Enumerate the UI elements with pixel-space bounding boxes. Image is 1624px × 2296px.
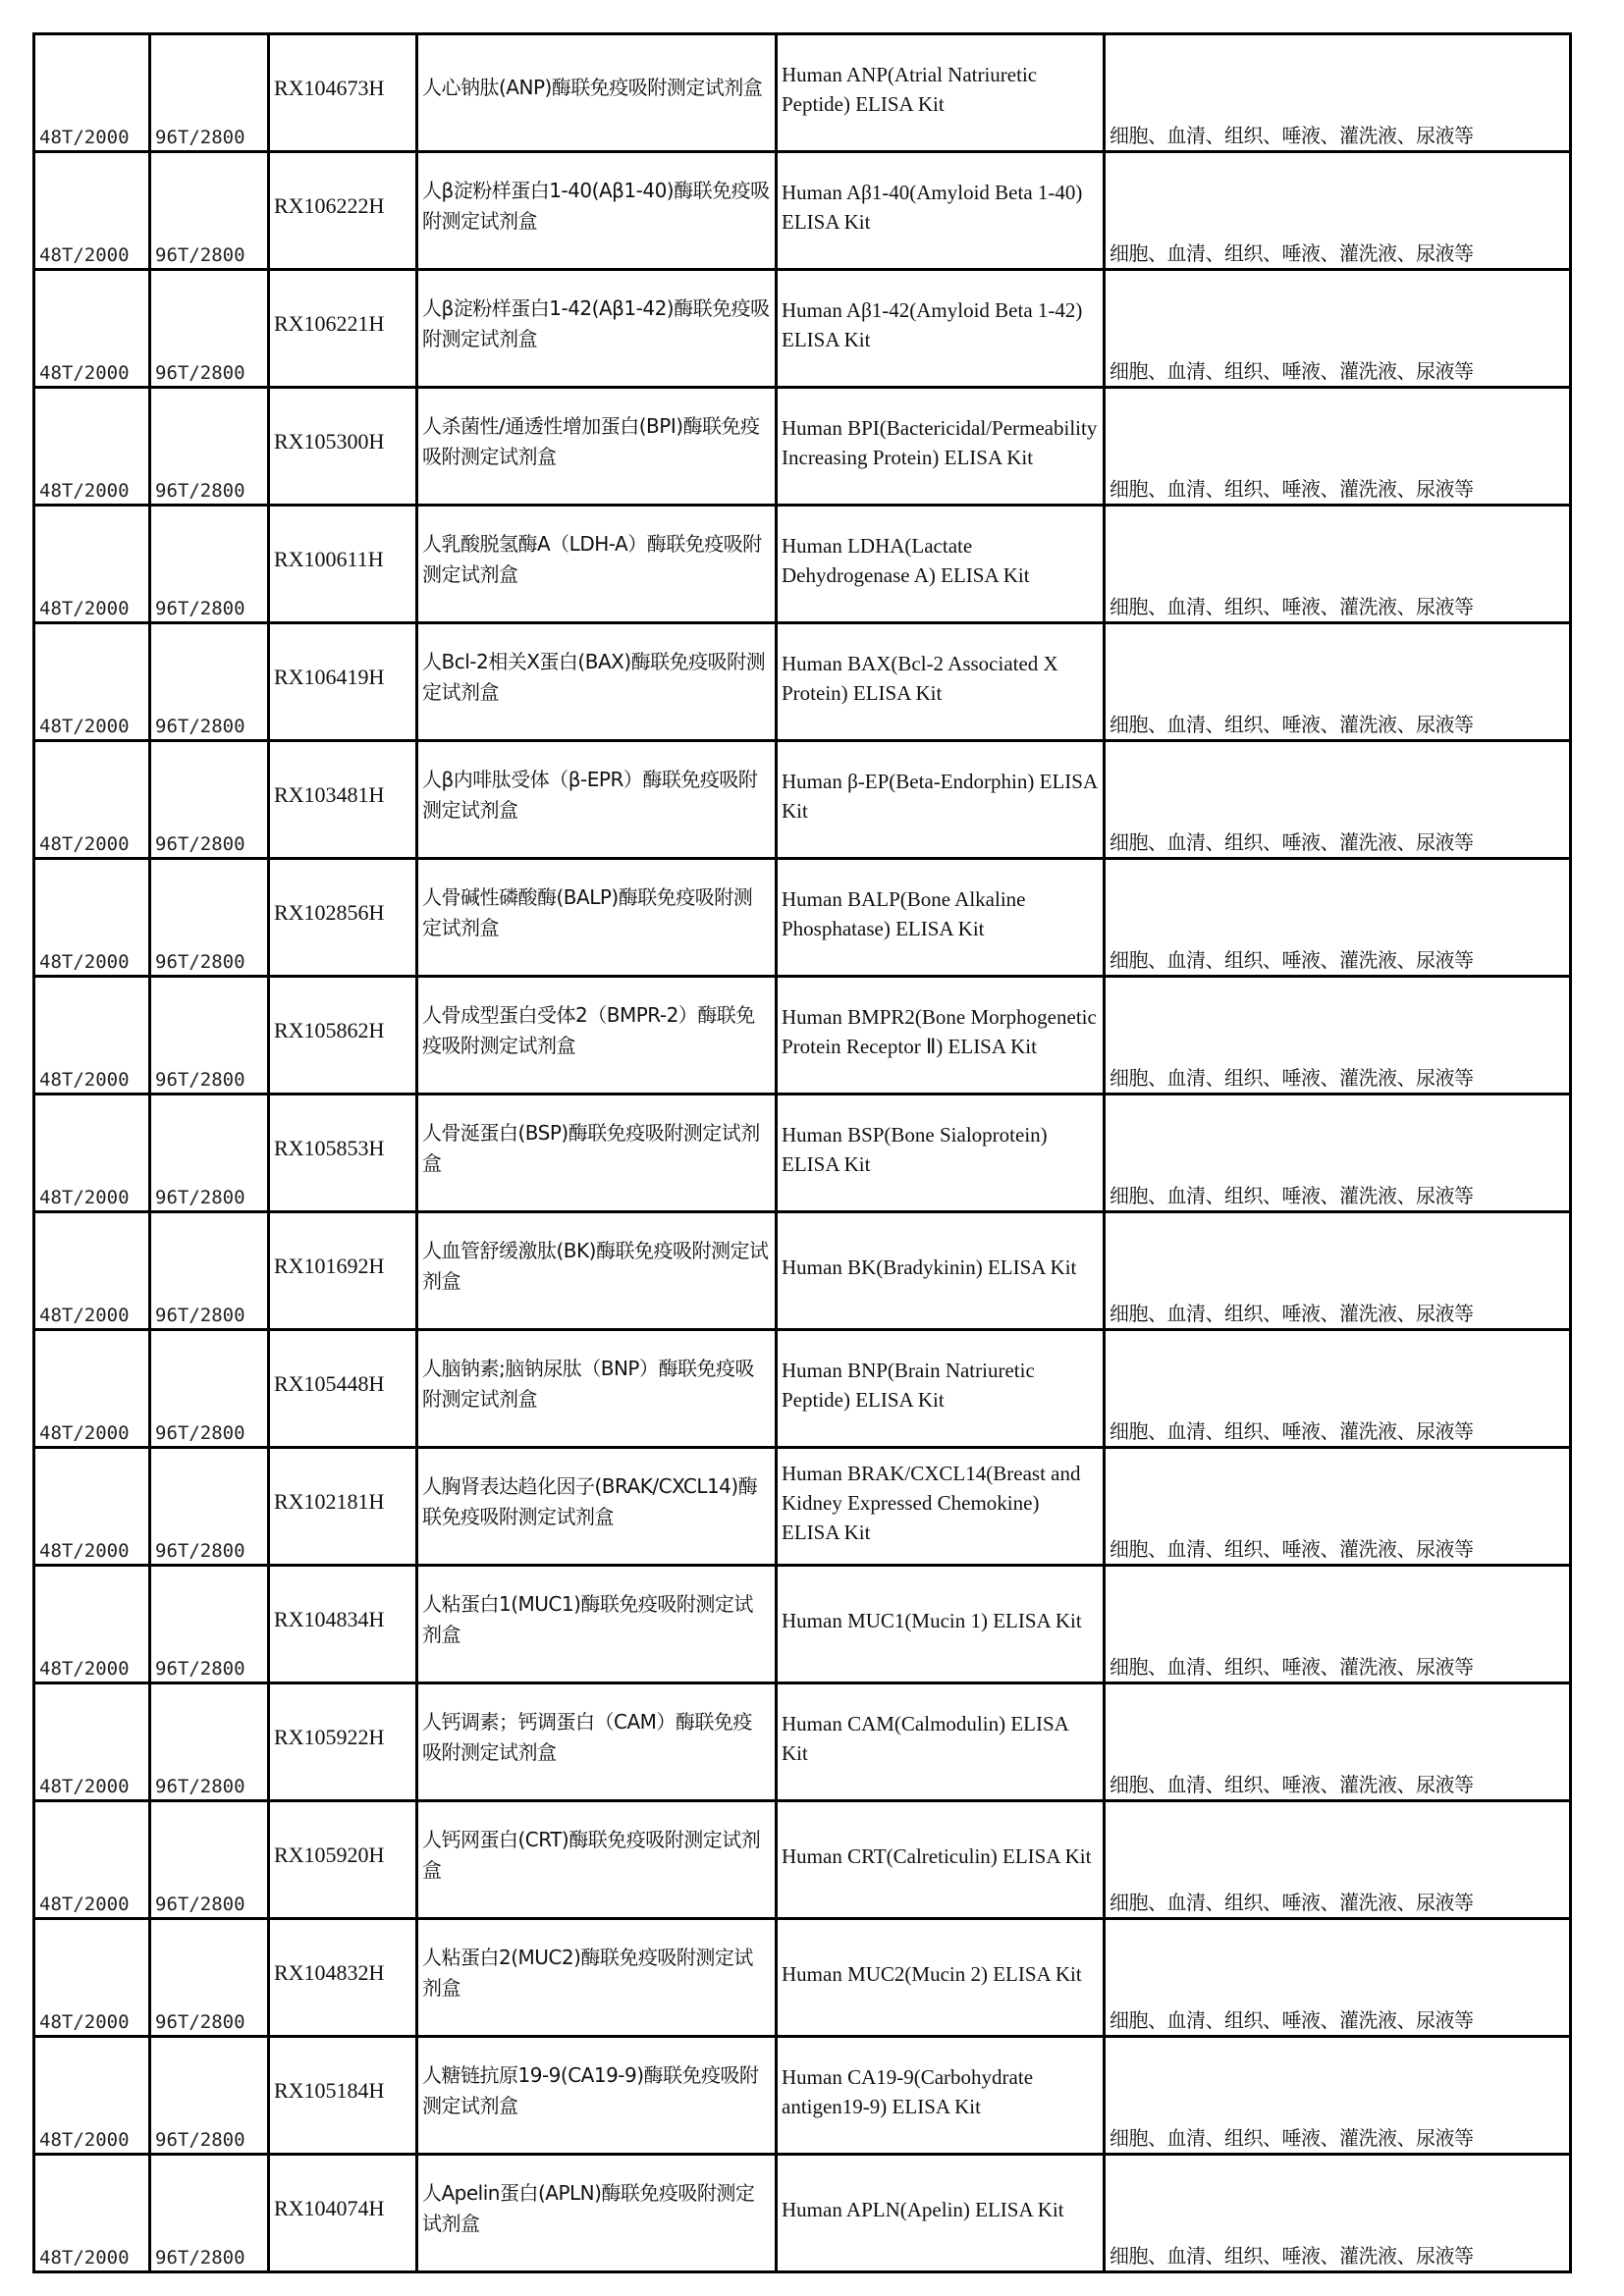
price-96t-cell: 96T/2800 <box>150 1566 269 1683</box>
price-48t-cell: 48T/2000 <box>34 2155 150 2272</box>
sample-types-cell: 细胞、血清、组织、唾液、灌洗液、尿液等 <box>1105 34 1571 152</box>
price-48t-cell: 48T/2000 <box>34 741 150 859</box>
sample-types-cell: 细胞、血清、组织、唾液、灌洗液、尿液等 <box>1105 1801 1571 1919</box>
catalog-code-cell: RX100611H <box>269 506 417 623</box>
chinese-name-cell: 人粘蛋白2(MUC2)酶联免疫吸附测定试剂盒 <box>417 1919 777 2037</box>
table-row <box>34 2037 1571 2155</box>
english-name-cell: Human LDHA(Lactate Dehydrogenase A) ELISA Kit <box>777 506 1105 623</box>
chinese-name-cell: 人β淀粉样蛋白1-40(Aβ1-40)酶联免疫吸附测定试剂盒 <box>417 152 777 270</box>
sample-types-cell: 细胞、血清、组织、唾液、灌洗液、尿液等 <box>1105 1212 1571 1330</box>
table-row <box>34 270 1571 388</box>
english-name-cell: Human BALP(Bone Alkaline Phosphatase) ELISA Kit <box>777 859 1105 977</box>
catalog-code-cell: RX105448H <box>269 1330 417 1448</box>
catalog-code-cell: RX105862H <box>269 977 417 1095</box>
chinese-name-cell: 人钙网蛋白(CRT)酶联免疫吸附测定试剂盒 <box>417 1801 777 1919</box>
chinese-name-cell: 人杀菌性/通透性增加蛋白(BPI)酶联免疫吸附测定试剂盒 <box>417 388 777 506</box>
sample-types-cell: 细胞、血清、组织、唾液、灌洗液、尿液等 <box>1105 2037 1571 2155</box>
price-48t-cell: 48T/2000 <box>34 152 150 270</box>
catalog-code-cell: RX105853H <box>269 1095 417 1212</box>
chinese-name-cell: 人糖链抗原19-9(CA19-9)酶联免疫吸附测定试剂盒 <box>417 2037 777 2155</box>
english-name-cell: Human CA19-9(Carbohydrate antigen19-9) ELISA Kit <box>777 2037 1105 2155</box>
price-48t-cell: 48T/2000 <box>34 270 150 388</box>
sample-types-cell: 细胞、血清、组织、唾液、灌洗液、尿液等 <box>1105 623 1571 741</box>
sample-types-cell: 细胞、血清、组织、唾液、灌洗液、尿液等 <box>1105 1448 1571 1566</box>
price-48t-cell: 48T/2000 <box>34 859 150 977</box>
price-48t-cell: 48T/2000 <box>34 506 150 623</box>
english-name-cell: Human APLN(Apelin) ELISA Kit <box>777 2155 1105 2272</box>
chinese-name-cell: 人Apelin蛋白(APLN)酶联免疫吸附测定试剂盒 <box>417 2155 777 2272</box>
english-name-cell: Human BSP(Bone Sialoprotein) ELISA Kit <box>777 1095 1105 1212</box>
sample-types-cell: 细胞、血清、组织、唾液、灌洗液、尿液等 <box>1105 1919 1571 2037</box>
price-48t-cell: 48T/2000 <box>34 1095 150 1212</box>
chinese-name-cell: 人心钠肽(ANP)酶联免疫吸附测定试剂盒 <box>417 34 777 152</box>
chinese-name-cell: 人血管舒缓激肽(BK)酶联免疫吸附测定试剂盒 <box>417 1212 777 1330</box>
price-96t-cell: 96T/2800 <box>150 1095 269 1212</box>
english-name-cell: Human ANP(Atrial Natriuretic Peptide) ELISA Kit <box>777 34 1105 152</box>
english-name-cell: Human BNP(Brain Natriuretic Peptide) ELISA Kit <box>777 1330 1105 1448</box>
sample-types-cell: 细胞、血清、组织、唾液、灌洗液、尿液等 <box>1105 388 1571 506</box>
price-96t-cell: 96T/2800 <box>150 859 269 977</box>
english-name-cell: Human MUC1(Mucin 1) ELISA Kit <box>777 1566 1105 1683</box>
chinese-name-cell: 人骨涎蛋白(BSP)酶联免疫吸附测定试剂盒 <box>417 1095 777 1212</box>
english-name-cell: Human Aβ1-42(Amyloid Beta 1-42) ELISA Kit <box>777 270 1105 388</box>
catalog-code-cell: RX105300H <box>269 388 417 506</box>
price-96t-cell: 96T/2800 <box>150 2037 269 2155</box>
table-row <box>34 388 1571 506</box>
chinese-name-cell: 人β淀粉样蛋白1-42(Aβ1-42)酶联免疫吸附测定试剂盒 <box>417 270 777 388</box>
price-96t-cell: 96T/2800 <box>150 2155 269 2272</box>
sample-types-cell: 细胞、血清、组织、唾液、灌洗液、尿液等 <box>1105 1566 1571 1683</box>
price-96t-cell: 96T/2800 <box>150 1801 269 1919</box>
price-96t-cell: 96T/2800 <box>150 977 269 1095</box>
price-96t-cell: 96T/2800 <box>150 1919 269 2037</box>
price-48t-cell: 48T/2000 <box>34 1212 150 1330</box>
table-row <box>34 1212 1571 1330</box>
sample-types-cell: 细胞、血清、组织、唾液、灌洗液、尿液等 <box>1105 2155 1571 2272</box>
chinese-name-cell: 人β内啡肽受体（β-EPR）酶联免疫吸附测定试剂盒 <box>417 741 777 859</box>
product-table <box>32 32 1572 2273</box>
price-96t-cell: 96T/2800 <box>150 270 269 388</box>
catalog-code-cell: RX104832H <box>269 1919 417 2037</box>
price-48t-cell: 48T/2000 <box>34 2037 150 2155</box>
catalog-code-cell: RX106222H <box>269 152 417 270</box>
price-96t-cell: 96T/2800 <box>150 1448 269 1566</box>
catalog-code-cell: RX104074H <box>269 2155 417 2272</box>
catalog-code-cell: RX104673H <box>269 34 417 152</box>
sample-types-cell: 细胞、血清、组织、唾液、灌洗液、尿液等 <box>1105 1330 1571 1448</box>
english-name-cell: Human β-EP(Beta-Endorphin) ELISA Kit <box>777 741 1105 859</box>
table-row <box>34 741 1571 859</box>
chinese-name-cell: 人钙调素；钙调蛋白（CAM）酶联免疫吸附测定试剂盒 <box>417 1683 777 1801</box>
english-name-cell: Human MUC2(Mucin 2) ELISA Kit <box>777 1919 1105 2037</box>
chinese-name-cell: 人脑钠素;脑钠尿肽（BNP）酶联免疫吸附测定试剂盒 <box>417 1330 777 1448</box>
catalog-code-cell: RX103481H <box>269 741 417 859</box>
table-row <box>34 1919 1571 2037</box>
chinese-name-cell: 人乳酸脱氢酶A（LDH-A）酶联免疫吸附测定试剂盒 <box>417 506 777 623</box>
price-96t-cell: 96T/2800 <box>150 1683 269 1801</box>
catalog-code-cell: RX104834H <box>269 1566 417 1683</box>
table-row <box>34 1095 1571 1212</box>
chinese-name-cell: 人Bcl-2相关X蛋白(BAX)酶联免疫吸附测定试剂盒 <box>417 623 777 741</box>
price-48t-cell: 48T/2000 <box>34 1448 150 1566</box>
english-name-cell: Human BPI(Bactericidal/Permeability Increasing Protein) ELISA Kit <box>777 388 1105 506</box>
price-48t-cell: 48T/2000 <box>34 623 150 741</box>
chinese-name-cell: 人胸肾表达趋化因子(BRAK/CXCL14)酶联免疫吸附测定试剂盒 <box>417 1448 777 1566</box>
catalog-code-cell: RX106221H <box>269 270 417 388</box>
price-48t-cell: 48T/2000 <box>34 1330 150 1448</box>
price-48t-cell: 48T/2000 <box>34 388 150 506</box>
price-96t-cell: 96T/2800 <box>150 741 269 859</box>
table-row <box>34 1448 1571 1566</box>
price-48t-cell: 48T/2000 <box>34 1683 150 1801</box>
table-row <box>34 977 1571 1095</box>
table-row <box>34 1566 1571 1683</box>
table-row <box>34 623 1571 741</box>
price-48t-cell: 48T/2000 <box>34 1919 150 2037</box>
product-table-page <box>32 32 1569 2273</box>
price-96t-cell: 96T/2800 <box>150 506 269 623</box>
price-96t-cell: 96T/2800 <box>150 152 269 270</box>
table-row <box>34 1801 1571 1919</box>
price-48t-cell: 48T/2000 <box>34 1566 150 1683</box>
product-table-body <box>34 34 1571 2272</box>
sample-types-cell: 细胞、血清、组织、唾液、灌洗液、尿液等 <box>1105 152 1571 270</box>
table-row <box>34 506 1571 623</box>
catalog-code-cell: RX105922H <box>269 1683 417 1801</box>
catalog-code-cell: RX102856H <box>269 859 417 977</box>
price-96t-cell: 96T/2800 <box>150 1212 269 1330</box>
price-48t-cell: 48T/2000 <box>34 1801 150 1919</box>
sample-types-cell: 细胞、血清、组织、唾液、灌洗液、尿液等 <box>1105 977 1571 1095</box>
price-48t-cell: 48T/2000 <box>34 977 150 1095</box>
price-96t-cell: 96T/2800 <box>150 34 269 152</box>
table-row <box>34 859 1571 977</box>
table-row <box>34 1330 1571 1448</box>
catalog-code-cell: RX102181H <box>269 1448 417 1566</box>
table-row <box>34 152 1571 270</box>
english-name-cell: Human CAM(Calmodulin) ELISA Kit <box>777 1683 1105 1801</box>
price-96t-cell: 96T/2800 <box>150 388 269 506</box>
sample-types-cell: 细胞、血清、组织、唾液、灌洗液、尿液等 <box>1105 1095 1571 1212</box>
english-name-cell: Human Aβ1-40(Amyloid Beta 1-40) ELISA Kit <box>777 152 1105 270</box>
english-name-cell: Human BRAK/CXCL14(Breast and Kidney Expressed Chemokine) ELISA Kit <box>777 1448 1105 1566</box>
price-48t-cell: 48T/2000 <box>34 34 150 152</box>
english-name-cell: Human CRT(Calreticulin) ELISA Kit <box>777 1801 1105 1919</box>
catalog-code-cell: RX106419H <box>269 623 417 741</box>
chinese-name-cell: 人粘蛋白1(MUC1)酶联免疫吸附测定试剂盒 <box>417 1566 777 1683</box>
price-96t-cell: 96T/2800 <box>150 623 269 741</box>
chinese-name-cell: 人骨碱性磷酸酶(BALP)酶联免疫吸附测定试剂盒 <box>417 859 777 977</box>
table-row <box>34 34 1571 152</box>
english-name-cell: Human BK(Bradykinin) ELISA Kit <box>777 1212 1105 1330</box>
sample-types-cell: 细胞、血清、组织、唾液、灌洗液、尿液等 <box>1105 1683 1571 1801</box>
chinese-name-cell: 人骨成型蛋白受体2（BMPR-2）酶联免疫吸附测定试剂盒 <box>417 977 777 1095</box>
catalog-code-cell: RX105920H <box>269 1801 417 1919</box>
sample-types-cell: 细胞、血清、组织、唾液、灌洗液、尿液等 <box>1105 270 1571 388</box>
table-row <box>34 1683 1571 1801</box>
english-name-cell: Human BMPR2(Bone Morphogenetic Protein Receptor Ⅱ) ELISA Kit <box>777 977 1105 1095</box>
catalog-code-cell: RX101692H <box>269 1212 417 1330</box>
sample-types-cell: 细胞、血清、组织、唾液、灌洗液、尿液等 <box>1105 859 1571 977</box>
table-row <box>34 2155 1571 2272</box>
price-96t-cell: 96T/2800 <box>150 1330 269 1448</box>
sample-types-cell: 细胞、血清、组织、唾液、灌洗液、尿液等 <box>1105 741 1571 859</box>
sample-types-cell: 细胞、血清、组织、唾液、灌洗液、尿液等 <box>1105 506 1571 623</box>
english-name-cell: Human BAX(Bcl-2 Associated X Protein) ELISA Kit <box>777 623 1105 741</box>
catalog-code-cell: RX105184H <box>269 2037 417 2155</box>
